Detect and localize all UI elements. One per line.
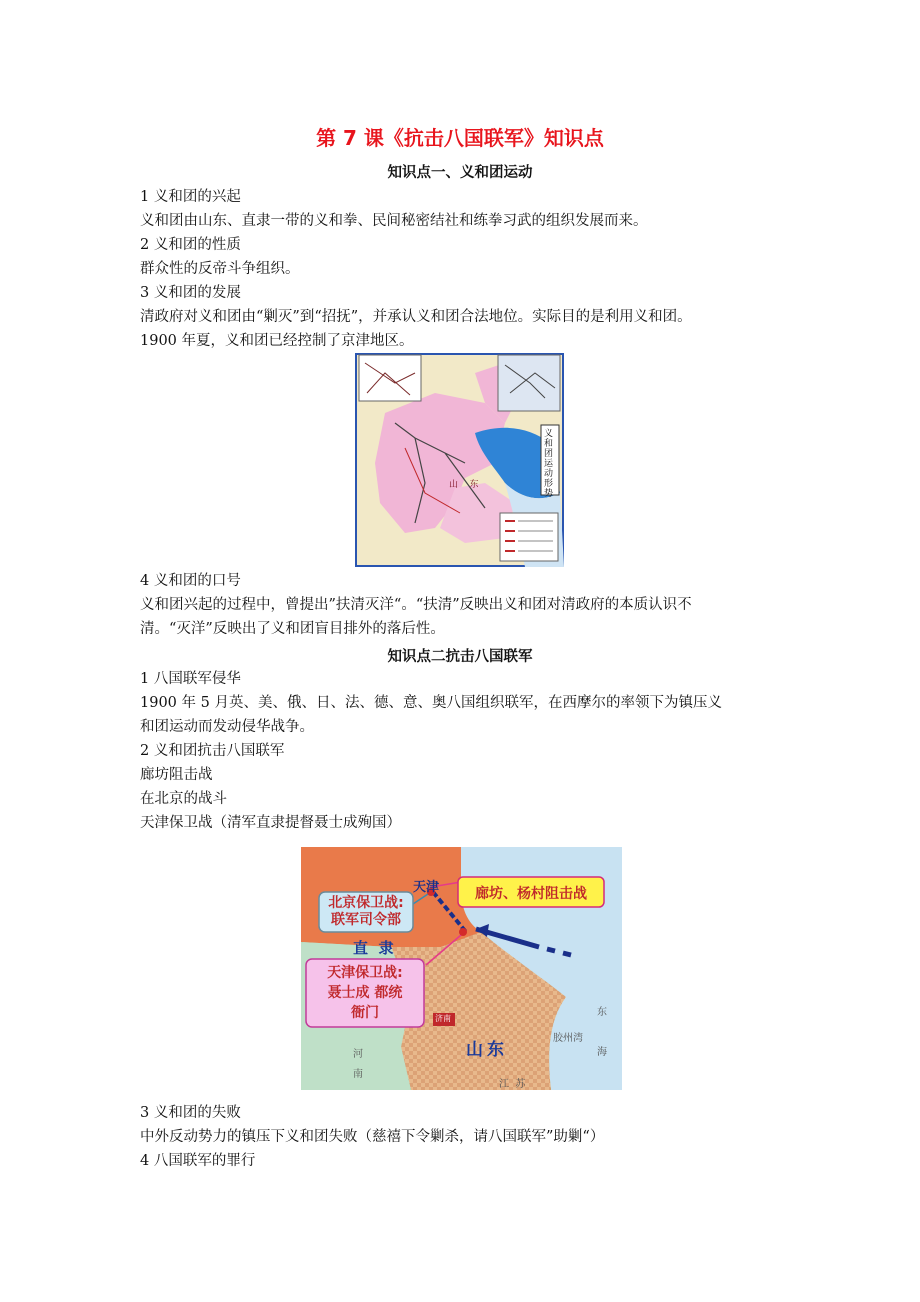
map2-label-jiang: 江 苏 [499, 1079, 526, 1090]
section2-p2-title: 2 义和团抗击八国联军 [140, 743, 285, 759]
section1-p4-text-2: 清。“灭洋”反映出了义和团盲目排外的落后性。 [140, 621, 445, 637]
map2-label-shandong: 山东 [466, 1040, 508, 1060]
section2-p1-text-1: 1900 年 5 月英、美、俄、日、法、德、意、奥八国组织联军，在西摩尔的率领下为镇压义 [140, 695, 722, 711]
section2-p1-text-2: 和团运动而发动侵华战争。 [140, 719, 314, 735]
section2-p3-text: 中外反动势力的镇压下义和团失败（慈禧下令剿杀，请八国联军”助剿“） [140, 1129, 605, 1145]
section1-p1-title: 1 义和团的兴起 [140, 189, 241, 205]
section2-p2-item1: 廊坊阻击战 [140, 767, 213, 783]
eight-nation-battle-map [301, 847, 622, 1090]
section2-p4-title: 4 八国联军的罪行 [140, 1153, 256, 1169]
section1-p4-text-1: 义和团兴起的过程中，曾提出”扶清灭洋“。“扶清”反映出义和团对清政府的本质认识不 [140, 597, 692, 613]
map2-label-tianjin: 天津 [413, 880, 440, 895]
map1-vertical-label: 义和团运动形势 [544, 429, 554, 499]
section1-heading: 知识点一、义和团运动 [387, 164, 533, 181]
callout-tianjin-line1: 天津保卫战: [327, 965, 403, 981]
map2-label-nan: 南 [353, 1069, 363, 1080]
section1-p3-text-1: 清政府对义和团由“剿灭”到“招抚”，并承认义和团合法地位。实际目的是利用义和团。 [140, 309, 692, 325]
boxer-movement-map [355, 353, 564, 567]
map2-label-hai: 海 [597, 1047, 607, 1058]
section2-p2-item3: 天津保卫战（清军直隶提督聂士成殉国） [140, 815, 401, 831]
callout-langfang: 廊坊、杨村阻击战 [475, 886, 587, 902]
map1-region-label: 山 东 [449, 480, 479, 490]
section1-p1-text: 义和团由山东、直隶一带的义和拳、民间秘密结社和练拳习武的组织发展而来。 [140, 213, 648, 229]
map2-label-zhili: 直 隶 [353, 939, 394, 957]
section1-p2-text: 群众性的反帝斗争组织。 [140, 261, 300, 277]
map2-label-dong: 东 [597, 1007, 607, 1018]
map2-label-city: 济南 [435, 1014, 451, 1023]
callout-tianjin-line3: 衙门 [351, 1005, 379, 1021]
section1-p4-title: 4 义和团的口号 [140, 573, 241, 589]
callout-beijing-line1: 北京保卫战: [328, 895, 404, 911]
map2-label-he: 河 [353, 1049, 363, 1060]
section2-p2-item2: 在北京的战斗 [140, 791, 227, 807]
section1-p3-text-2: 1900 年夏，义和团已经控制了京津地区。 [140, 333, 414, 349]
section2-p1-title: 1 八国联军侵华 [140, 671, 241, 687]
section2-heading: 知识点二抗击八国联军 [387, 648, 533, 665]
document-title: 第 7 课《抗击八国联军》知识点 [316, 126, 604, 150]
callout-tianjin-line2: 聂士成 都统 [327, 985, 403, 1001]
callout-beijing-line2: 联军司令部 [331, 912, 401, 928]
section2-p3-title: 3 义和团的失败 [140, 1105, 241, 1121]
section1-p2-title: 2 义和团的性质 [140, 237, 241, 253]
section1-p3-title: 3 义和团的发展 [140, 285, 241, 301]
map2-label-bay: 胶州湾 [553, 1033, 583, 1044]
